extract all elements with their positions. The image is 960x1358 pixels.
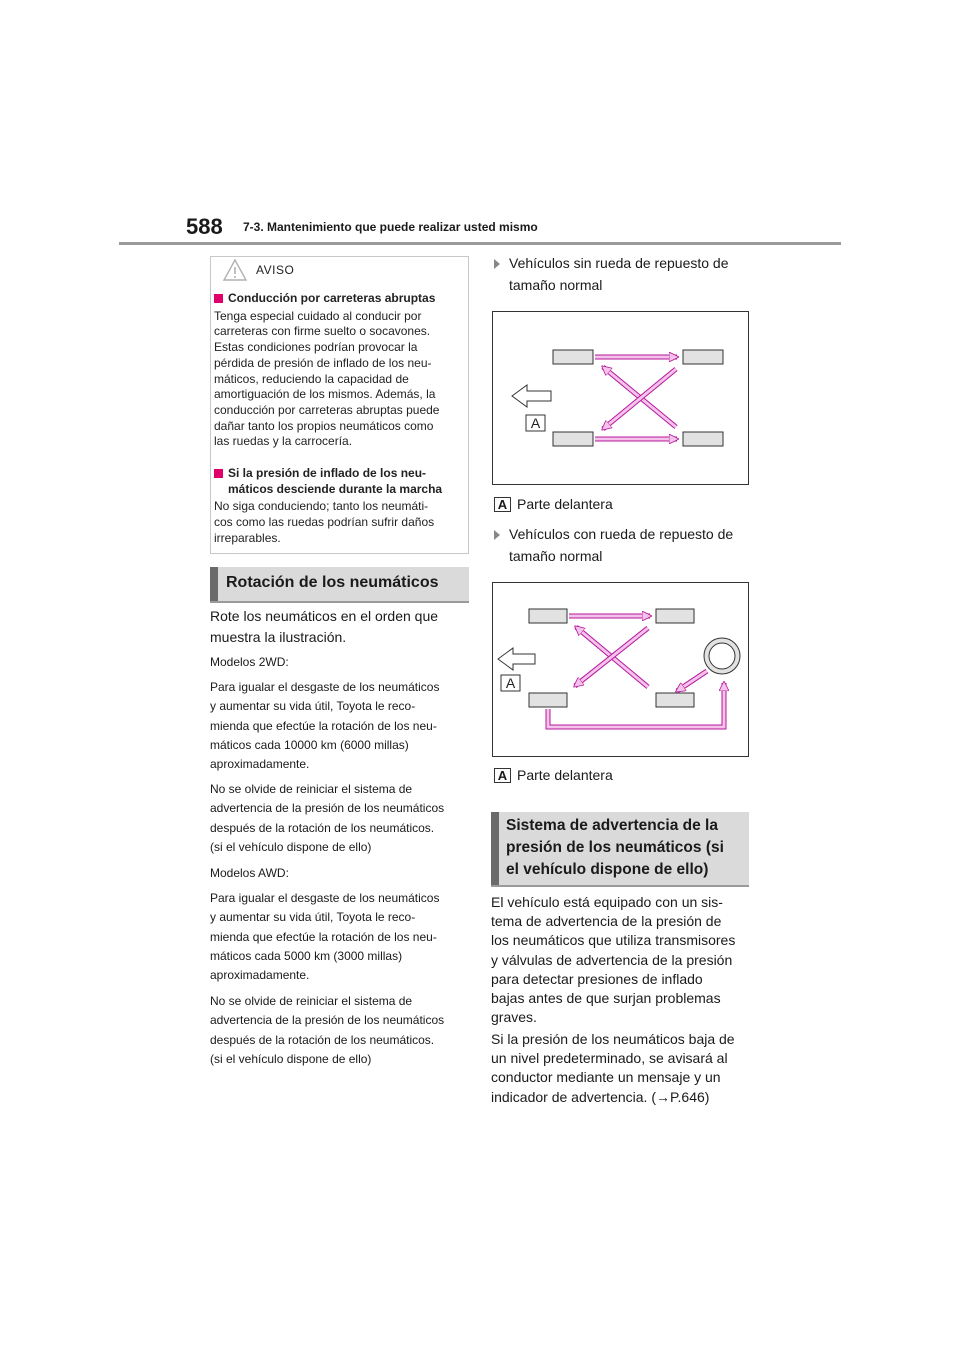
tire-front-right xyxy=(683,350,723,364)
tire-rear-left xyxy=(529,693,567,707)
legend-text: Parte delantera xyxy=(517,496,613,512)
tire-rear-left xyxy=(553,432,593,446)
tire-front-right xyxy=(656,609,694,623)
tire-rear-right xyxy=(656,693,694,707)
diagram-label-a: A xyxy=(530,415,541,431)
legend-text: Parte delantera xyxy=(517,767,613,783)
tire-front-left xyxy=(529,609,567,623)
section-breadcrumb: 7-3. Mantenimiento que puede realizar usted mismo xyxy=(243,220,538,234)
warning-item-text: No siga conduciendo; tanto los neumáti- cos como las ruedas podrían sufrir daños irreparables. xyxy=(214,499,435,545)
models-2wd-label: Modelos 2WD: xyxy=(210,655,289,669)
legend-badge: A xyxy=(494,768,511,783)
legend-badge: A xyxy=(494,497,511,512)
warning-title: AVISO xyxy=(256,263,295,277)
page-reference-link[interactable]: P.646) xyxy=(670,1088,710,1105)
page-number: 588 xyxy=(186,214,223,239)
rotation-intro: Rote los neumáticos en el orden que muestra la ilustración. xyxy=(210,608,439,645)
rotation-arrow xyxy=(548,683,724,727)
warning-item-pressure-drop xyxy=(214,466,464,547)
warning-item-text: Tenga especial cuidado al conducir por carreteras con firme suelto o socavones. Estas condiciones podrían provocar la pérdida de presión de inflado de los neu- máticos, reduciendo la capacidad de amortiguación de los mismos. Además, la conducción por carreteras abruptas puede dañar tanto los propios neumáticos como las ruedas y la carrocería. xyxy=(214,308,440,449)
diagram-label-a: A xyxy=(505,675,516,691)
legend-front-1 xyxy=(494,496,613,512)
case-without-spare: Vehículos sin rueda de repuesto de tamaño normal xyxy=(494,253,729,296)
reminder-2wd: No se olvide de reiniciar el sistema de advertencia de la presión de los neumáticos después de la rotación de los neumáticos. (si el vehículo dispone de ello) xyxy=(210,782,445,854)
warning-item-heading: Si la presión de inflado de los neu- máticos desciende durante la marcha xyxy=(214,466,464,497)
para-2wd: Para igualar el desgaste de los neumáticos y aumentar su vida útil, Toyota le reco- mienda que efectúe la rotación de los neu- máticos cada 10000 km (6000 millas) aproximadamente. xyxy=(210,680,440,772)
page-reference-arrow-icon: → xyxy=(656,1088,670,1105)
tire-front-left xyxy=(553,350,593,364)
warning-item-heading: Conducción por carreteras abruptas xyxy=(214,291,464,307)
header-divider xyxy=(119,242,841,245)
rotation-diagram-with-spare xyxy=(492,582,749,757)
para-awd: Para igualar el desgaste de los neumáticos y aumentar su vida útil, Toyota le reco- mienda que efectúe la rotación de los neu- máticos cada 5000 km (3000 millas) aproximadamente. xyxy=(210,891,440,983)
legend-front-2 xyxy=(494,767,613,783)
section-heading-rule xyxy=(210,601,469,603)
section-heading-rotation: Rotación de los neumáticos xyxy=(210,567,469,601)
bullet-square-icon xyxy=(214,294,223,303)
front-direction-arrow-icon xyxy=(512,385,551,407)
warning-header xyxy=(222,258,294,282)
tpms-paragraph-2: Si la presión de los neumáticos baja de un nivel predeterminado, se avisará al conductor mediante un mensaje y un indicador de advertencia. (→P.646) xyxy=(491,1031,735,1105)
rotation-diagram-no-spare xyxy=(492,311,749,485)
tire-rear-right xyxy=(683,432,723,446)
tpms-paragraph-1: El vehículo está equipado con un sis- tema de advertencia de la presión de los neumáticos que utiliza transmisores y válvulas de advertencia de la presión para detectar presiones de inflado bajas antes de que surjan problemas graves. xyxy=(491,894,736,1026)
warning-triangle-icon xyxy=(222,258,248,282)
case-with-spare: Vehículos con rueda de repuesto de tamaño normal xyxy=(494,524,733,567)
section-heading-rule xyxy=(491,885,749,887)
warning-item-rough-roads xyxy=(214,291,464,450)
front-direction-arrow-icon xyxy=(498,648,535,670)
bullet-square-icon xyxy=(214,469,223,478)
reminder-awd: No se olvide de reiniciar el sistema de advertencia de la presión de los neumáticos después de la rotación de los neumáticos. (si el vehículo dispone de ello) xyxy=(210,994,445,1066)
models-awd-label: Modelos AWD: xyxy=(210,866,289,880)
triangle-bullet-icon xyxy=(494,530,500,540)
section-heading-tpms: Sistema de advertencia de la presión de los neumáticos (si el vehículo dispone de ello) xyxy=(491,812,749,887)
triangle-bullet-icon xyxy=(494,259,500,269)
